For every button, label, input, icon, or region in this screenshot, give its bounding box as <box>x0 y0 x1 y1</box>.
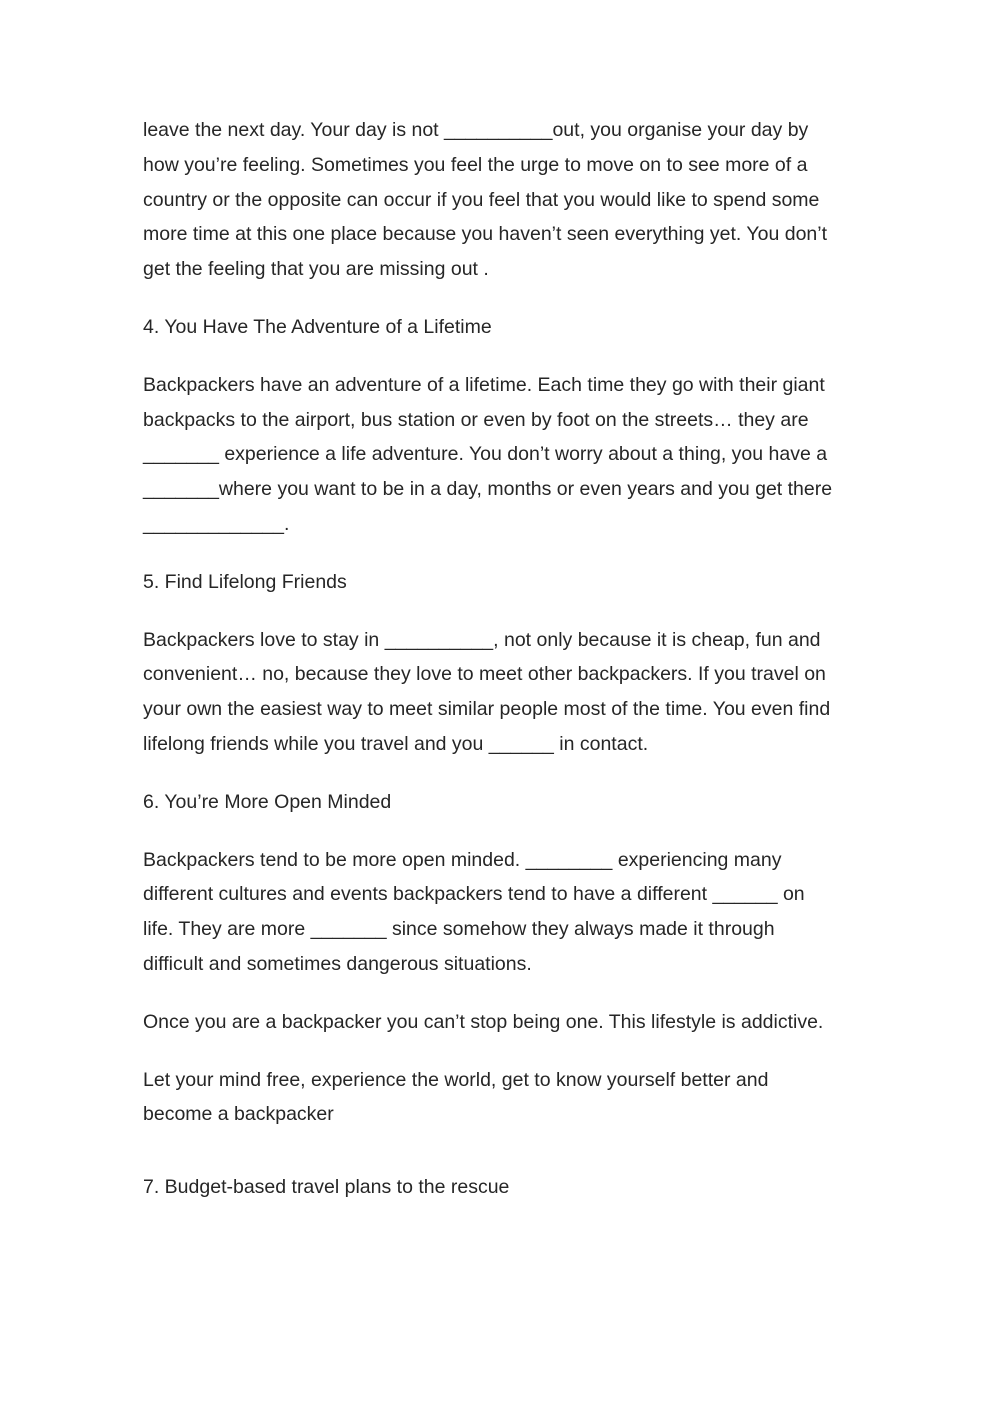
text-line: _____________. <box>143 512 290 535</box>
section-heading-5: 5. Find Lifelong Friends <box>143 570 347 593</box>
text-line: get the feeling that you are missing out . <box>143 258 489 281</box>
text-line: _______where you want to be in a day, months or even years and you get there <box>143 478 833 501</box>
text-line: become a backpacker <box>143 1103 334 1126</box>
text-line: Let your mind free, experience the world, get to know yourself better and <box>143 1068 769 1091</box>
text-line: difficult and sometimes dangerous situations. <box>143 952 532 975</box>
section-heading-6: 6. You’re More Open Minded <box>143 790 392 813</box>
paragraph-become-backpacker <box>143 1063 883 1133</box>
paragraph-addictive <box>143 1005 883 1040</box>
text-line: country or the opposite can occur if you feel that you would like to spend some <box>143 188 820 211</box>
text-line: leave the next day. Your day is not __________out, you organise your day by <box>143 119 809 141</box>
text-line: more time at this one place because you haven’t seen everything yet. You don’t <box>143 223 828 246</box>
text-line: backpacks to the airport, bus station or even by foot on the streets… they are <box>143 408 809 431</box>
paragraph-adventure <box>143 368 883 542</box>
text-line: Once you are a backpacker you can’t stop being one. This lifestyle is addictive. <box>143 1010 824 1033</box>
text-line: life. They are more _______ since somehow they always made it through <box>143 918 775 941</box>
text-line: different cultures and events backpackers tend to have a different ______ on <box>143 883 805 906</box>
text-line: how you’re feeling. Sometimes you feel the urge to move on to see more of a <box>143 153 808 176</box>
section-heading-4: 4. You Have The Adventure of a Lifetime <box>143 315 492 338</box>
text-line: lifelong friends while you travel and you ______ in contact. <box>143 732 649 755</box>
text-line: _______ experience a life adventure. You don’t worry about a thing, you have a <box>143 443 828 466</box>
document-page <box>143 113 883 1205</box>
text-line: Backpackers have an adventure of a lifetime. Each time they go with their giant <box>143 373 825 396</box>
section-heading-7: 7. Budget-based travel plans to the rescue <box>143 1176 510 1199</box>
paragraph-open-minded <box>143 843 883 982</box>
paragraph-friends <box>143 623 883 762</box>
paragraph-day-unplanned <box>143 113 883 287</box>
text-line: convenient… no, because they love to meet other backpackers. If you travel on <box>143 663 826 686</box>
text-line: Backpackers love to stay in __________, not only because it is cheap, fun and <box>143 628 821 651</box>
text-line: your own the easiest way to meet similar people most of the time. You even find <box>143 698 831 721</box>
text-line: Backpackers tend to be more open minded. ________ experiencing many <box>143 848 782 871</box>
